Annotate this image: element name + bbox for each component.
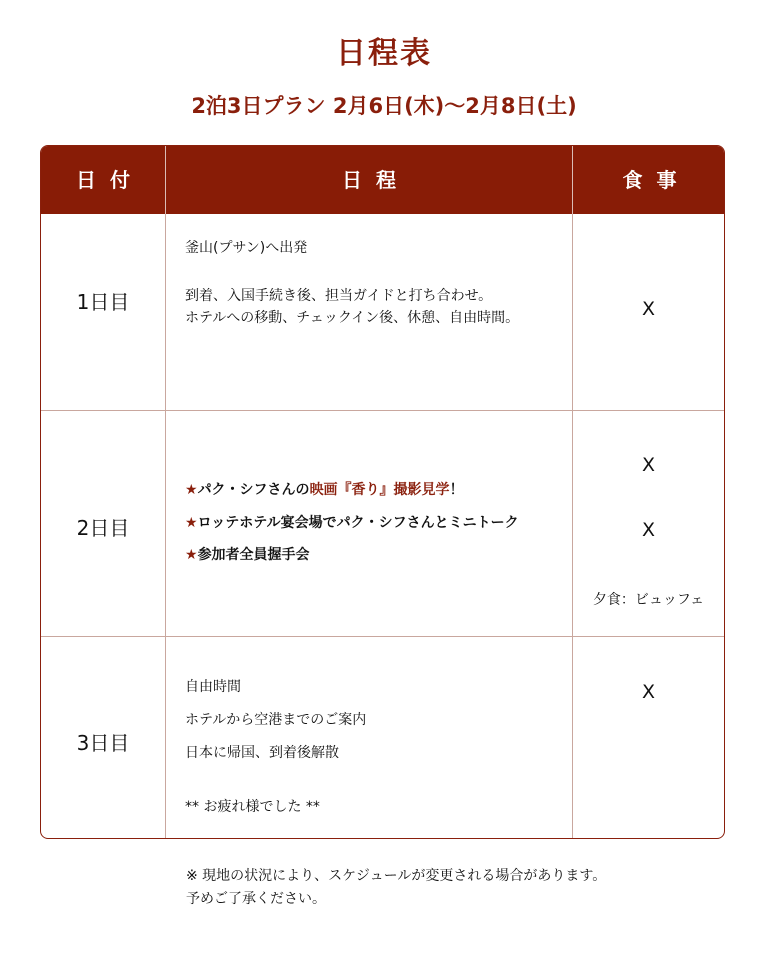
day-2-line-1-pre: パク・シフさんの xyxy=(197,482,310,498)
day-2-label: 2日目 xyxy=(76,516,130,540)
star-icon: ★ xyxy=(185,547,198,563)
day-1-line-2: 到着、入国手続き後、担当ガイドと打ち合わせ。 xyxy=(185,288,493,304)
day-2-line-3 xyxy=(185,545,310,565)
day-3-label: 3日目 xyxy=(76,731,130,755)
header-divider xyxy=(572,146,573,214)
day-1-label: 1日目 xyxy=(76,290,130,314)
page-title: 日程表 xyxy=(336,36,432,71)
note-line-2: 予めご了承ください。 xyxy=(186,891,326,907)
row-divider xyxy=(41,636,724,637)
star-icon: ★ xyxy=(185,482,198,498)
day-3-meal-1: X xyxy=(641,681,656,703)
column-divider xyxy=(165,214,166,839)
day-2-line-2 xyxy=(185,513,519,533)
day-3-line-3: 日本に帰国、到着後解散 xyxy=(185,745,339,761)
row-divider xyxy=(41,410,724,411)
day-2-line-1 xyxy=(185,480,464,500)
day-3-line-2: ホテルから空港までのご案内 xyxy=(185,712,367,728)
day-1-meal-1: X xyxy=(641,298,656,320)
day-2-line-3-text: 参加者全員握手会 xyxy=(197,547,310,563)
day-2-meal-3: 夕食：ビュッフェ xyxy=(592,592,705,608)
day-2-meal-2: X xyxy=(641,519,656,541)
header-divider xyxy=(165,146,166,214)
note-line-1: ※ 現地の状況により、スケジュールが変更される場合があります。 xyxy=(186,868,607,884)
day-2-highlight: 映画『香り』撮影見学 xyxy=(309,482,450,498)
table-header xyxy=(41,146,724,214)
header-meal: 食事 xyxy=(622,168,691,192)
day-2-line-1-post: ！ xyxy=(449,482,464,498)
schedule-table xyxy=(40,145,725,839)
day-1-line-1: 釜山(プサン)へ出発 xyxy=(185,240,308,256)
footer-note xyxy=(186,865,606,911)
header-date: 日付 xyxy=(76,168,144,192)
header-schedule: 日程 xyxy=(342,168,410,192)
day-2-line-2-text: ロッテホテル宴会場でパク・シフさんとミニトーク xyxy=(197,515,519,531)
star-icon: ★ xyxy=(185,515,198,531)
plan-subtitle: 2泊3日プラン 2月6日(木)〜2月8日(土) xyxy=(191,94,577,118)
day-1-line-3: ホテルへの移動、チェックイン後、休憩、自由時間。 xyxy=(185,310,520,326)
day-2-meal-1: X xyxy=(641,454,656,476)
day-3-line-4: ** お疲れ様でした ** xyxy=(185,799,320,815)
day-3-line-1: 自由時間 xyxy=(185,679,241,695)
